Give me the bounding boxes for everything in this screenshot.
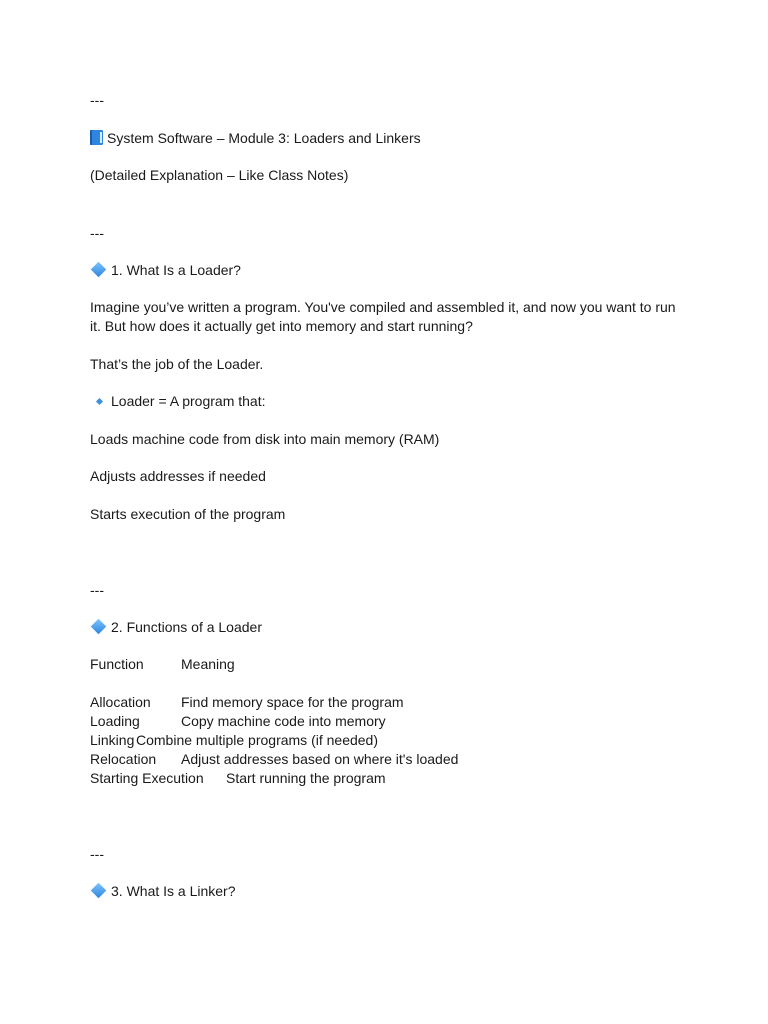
heading-text: 3. What Is a Linker? [111,883,236,899]
heading-text: 1. What Is a Loader? [111,262,241,278]
loader-definition-bullet [90,392,266,411]
small-blue-diamond-icon [96,398,103,405]
table-header-function: Function [90,656,144,672]
separator: --- [90,225,104,241]
blue-diamond-icon [91,619,107,635]
section-heading-functions [90,618,262,637]
separator: --- [90,846,104,862]
separator: --- [90,582,104,598]
heading-text: 2. Functions of a Loader [111,619,262,635]
table-cell-meaning: Start running the program [226,770,386,786]
document-title [90,129,421,148]
table-row [90,750,690,769]
table-cell-function: Relocation [90,751,157,767]
table-header-meaning: Meaning [181,656,235,672]
title-text: System Software – Module 3: Loaders and Linkers [107,130,421,146]
document-subtitle: (Detailed Explanation – Like Class Notes) [90,167,349,183]
blue-diamond-icon [91,262,107,278]
table-cell-function: Loading [90,713,140,729]
section-heading-linker [90,882,236,901]
table-cell-meaning: Find memory space for the program [181,694,404,710]
table-row [90,712,690,731]
table-cell-function: Allocation [90,694,151,710]
table-header-row [90,655,690,674]
list-item: Adjusts addresses if needed [90,468,266,484]
list-item: Loads machine code from disk into main memory (RAM) [90,431,440,447]
blue-diamond-icon [91,883,107,899]
section-heading-loader [90,261,241,280]
table-row [90,693,690,712]
table-cell-meaning: Copy machine code into memory [181,713,386,729]
book-icon [90,130,103,145]
list-item: Starts execution of the program [90,506,286,522]
table-row [90,769,690,788]
table-row [90,731,690,750]
table-cell-meaning: Adjust addresses based on where it's loaded [181,751,459,767]
table-cell-function: Linking [90,732,135,748]
loader-job-paragraph: That’s the job of the Loader. [90,356,264,372]
table-cell-meaning: Combine multiple programs (if needed) [136,732,378,748]
intro-paragraph: Imagine you’ve written a program. You've compiled and assembled it, and now you want to run it. But how does it actually get into memory and start running? [90,299,676,334]
table-cell-function: Starting Execution [90,770,204,786]
separator: --- [90,92,104,108]
bullet-text: Loader = A program that: [111,393,266,409]
